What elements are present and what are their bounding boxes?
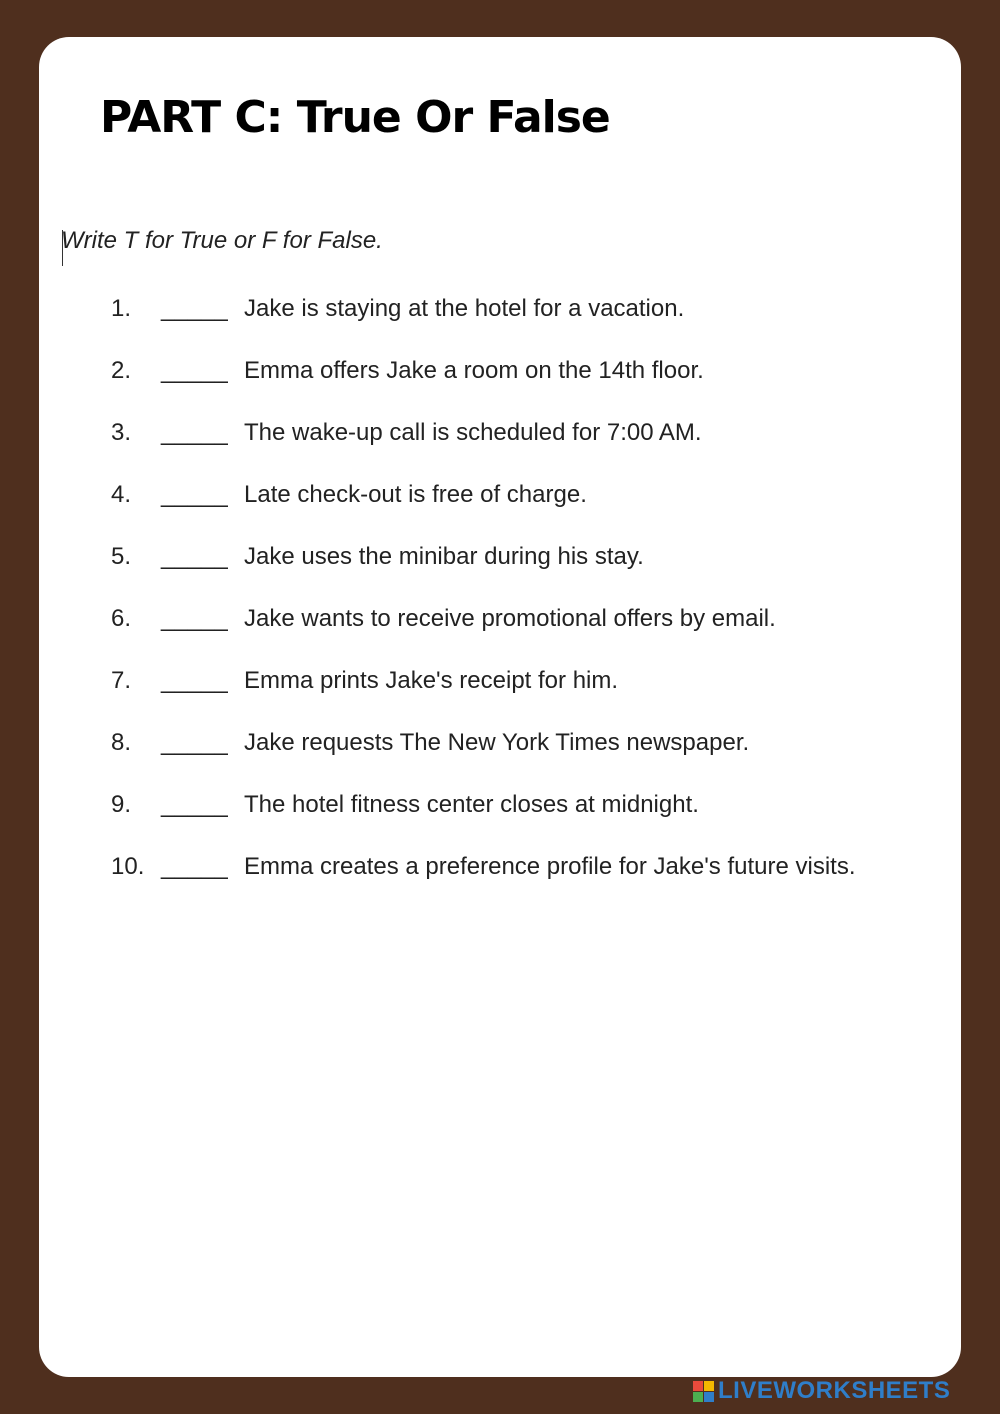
question-text: The hotel fitness center closes at midnight. — [244, 791, 699, 818]
question-number: 3. — [111, 419, 132, 446]
logo-grid-icon — [693, 1381, 714, 1402]
answer-blank[interactable]: _____ — [161, 853, 228, 880]
question-number: 7. — [111, 667, 132, 694]
answer-blank[interactable]: _____ — [161, 605, 228, 632]
answer-blank[interactable]: _____ — [161, 729, 228, 756]
worksheet-page — [39, 37, 961, 1377]
question-text: Jake wants to receive promotional offers by email. — [244, 605, 776, 632]
question-number: 5. — [111, 543, 132, 570]
question-text: Emma creates a preference profile for Jake's future visits. — [244, 853, 856, 880]
question-number: 9. — [111, 791, 132, 818]
liveworksheets-logo[interactable] — [693, 1379, 950, 1403]
answer-blank[interactable]: _____ — [161, 791, 228, 818]
logo-cell — [693, 1392, 703, 1402]
logo-cell — [704, 1381, 714, 1391]
question-number: 1. — [111, 295, 132, 322]
answer-blank[interactable]: _____ — [161, 419, 228, 446]
logo-text: LIVEWORKSHEETS — [718, 1377, 951, 1404]
question-number: 6. — [111, 605, 132, 632]
question-number: 8. — [111, 729, 132, 756]
answer-blank[interactable]: _____ — [161, 357, 228, 384]
answer-blank[interactable]: _____ — [161, 543, 228, 570]
question-text: Emma prints Jake's receipt for him. — [244, 667, 619, 694]
question-text: Late check-out is free of charge. — [244, 481, 587, 508]
instruction-text: Write T for True or F for False. — [61, 227, 383, 254]
answer-blank[interactable]: _____ — [161, 481, 228, 508]
answer-blank[interactable]: _____ — [161, 295, 228, 322]
question-text: Emma offers Jake a room on the 14th floor. — [244, 357, 704, 384]
question-text: Jake is staying at the hotel for a vacation. — [244, 295, 685, 322]
answer-blank[interactable]: _____ — [161, 667, 228, 694]
question-text: The wake-up call is scheduled for 7:00 AM. — [244, 419, 702, 446]
question-number: 10. — [111, 853, 145, 880]
logo-cell — [693, 1381, 703, 1391]
question-number: 4. — [111, 481, 132, 508]
page-title: PART C: True Or False — [100, 92, 610, 143]
question-text: Jake requests The New York Times newspaper. — [244, 729, 750, 756]
question-text: Jake uses the minibar during his stay. — [244, 543, 644, 570]
logo-cell — [704, 1392, 714, 1402]
question-number: 2. — [111, 357, 132, 384]
